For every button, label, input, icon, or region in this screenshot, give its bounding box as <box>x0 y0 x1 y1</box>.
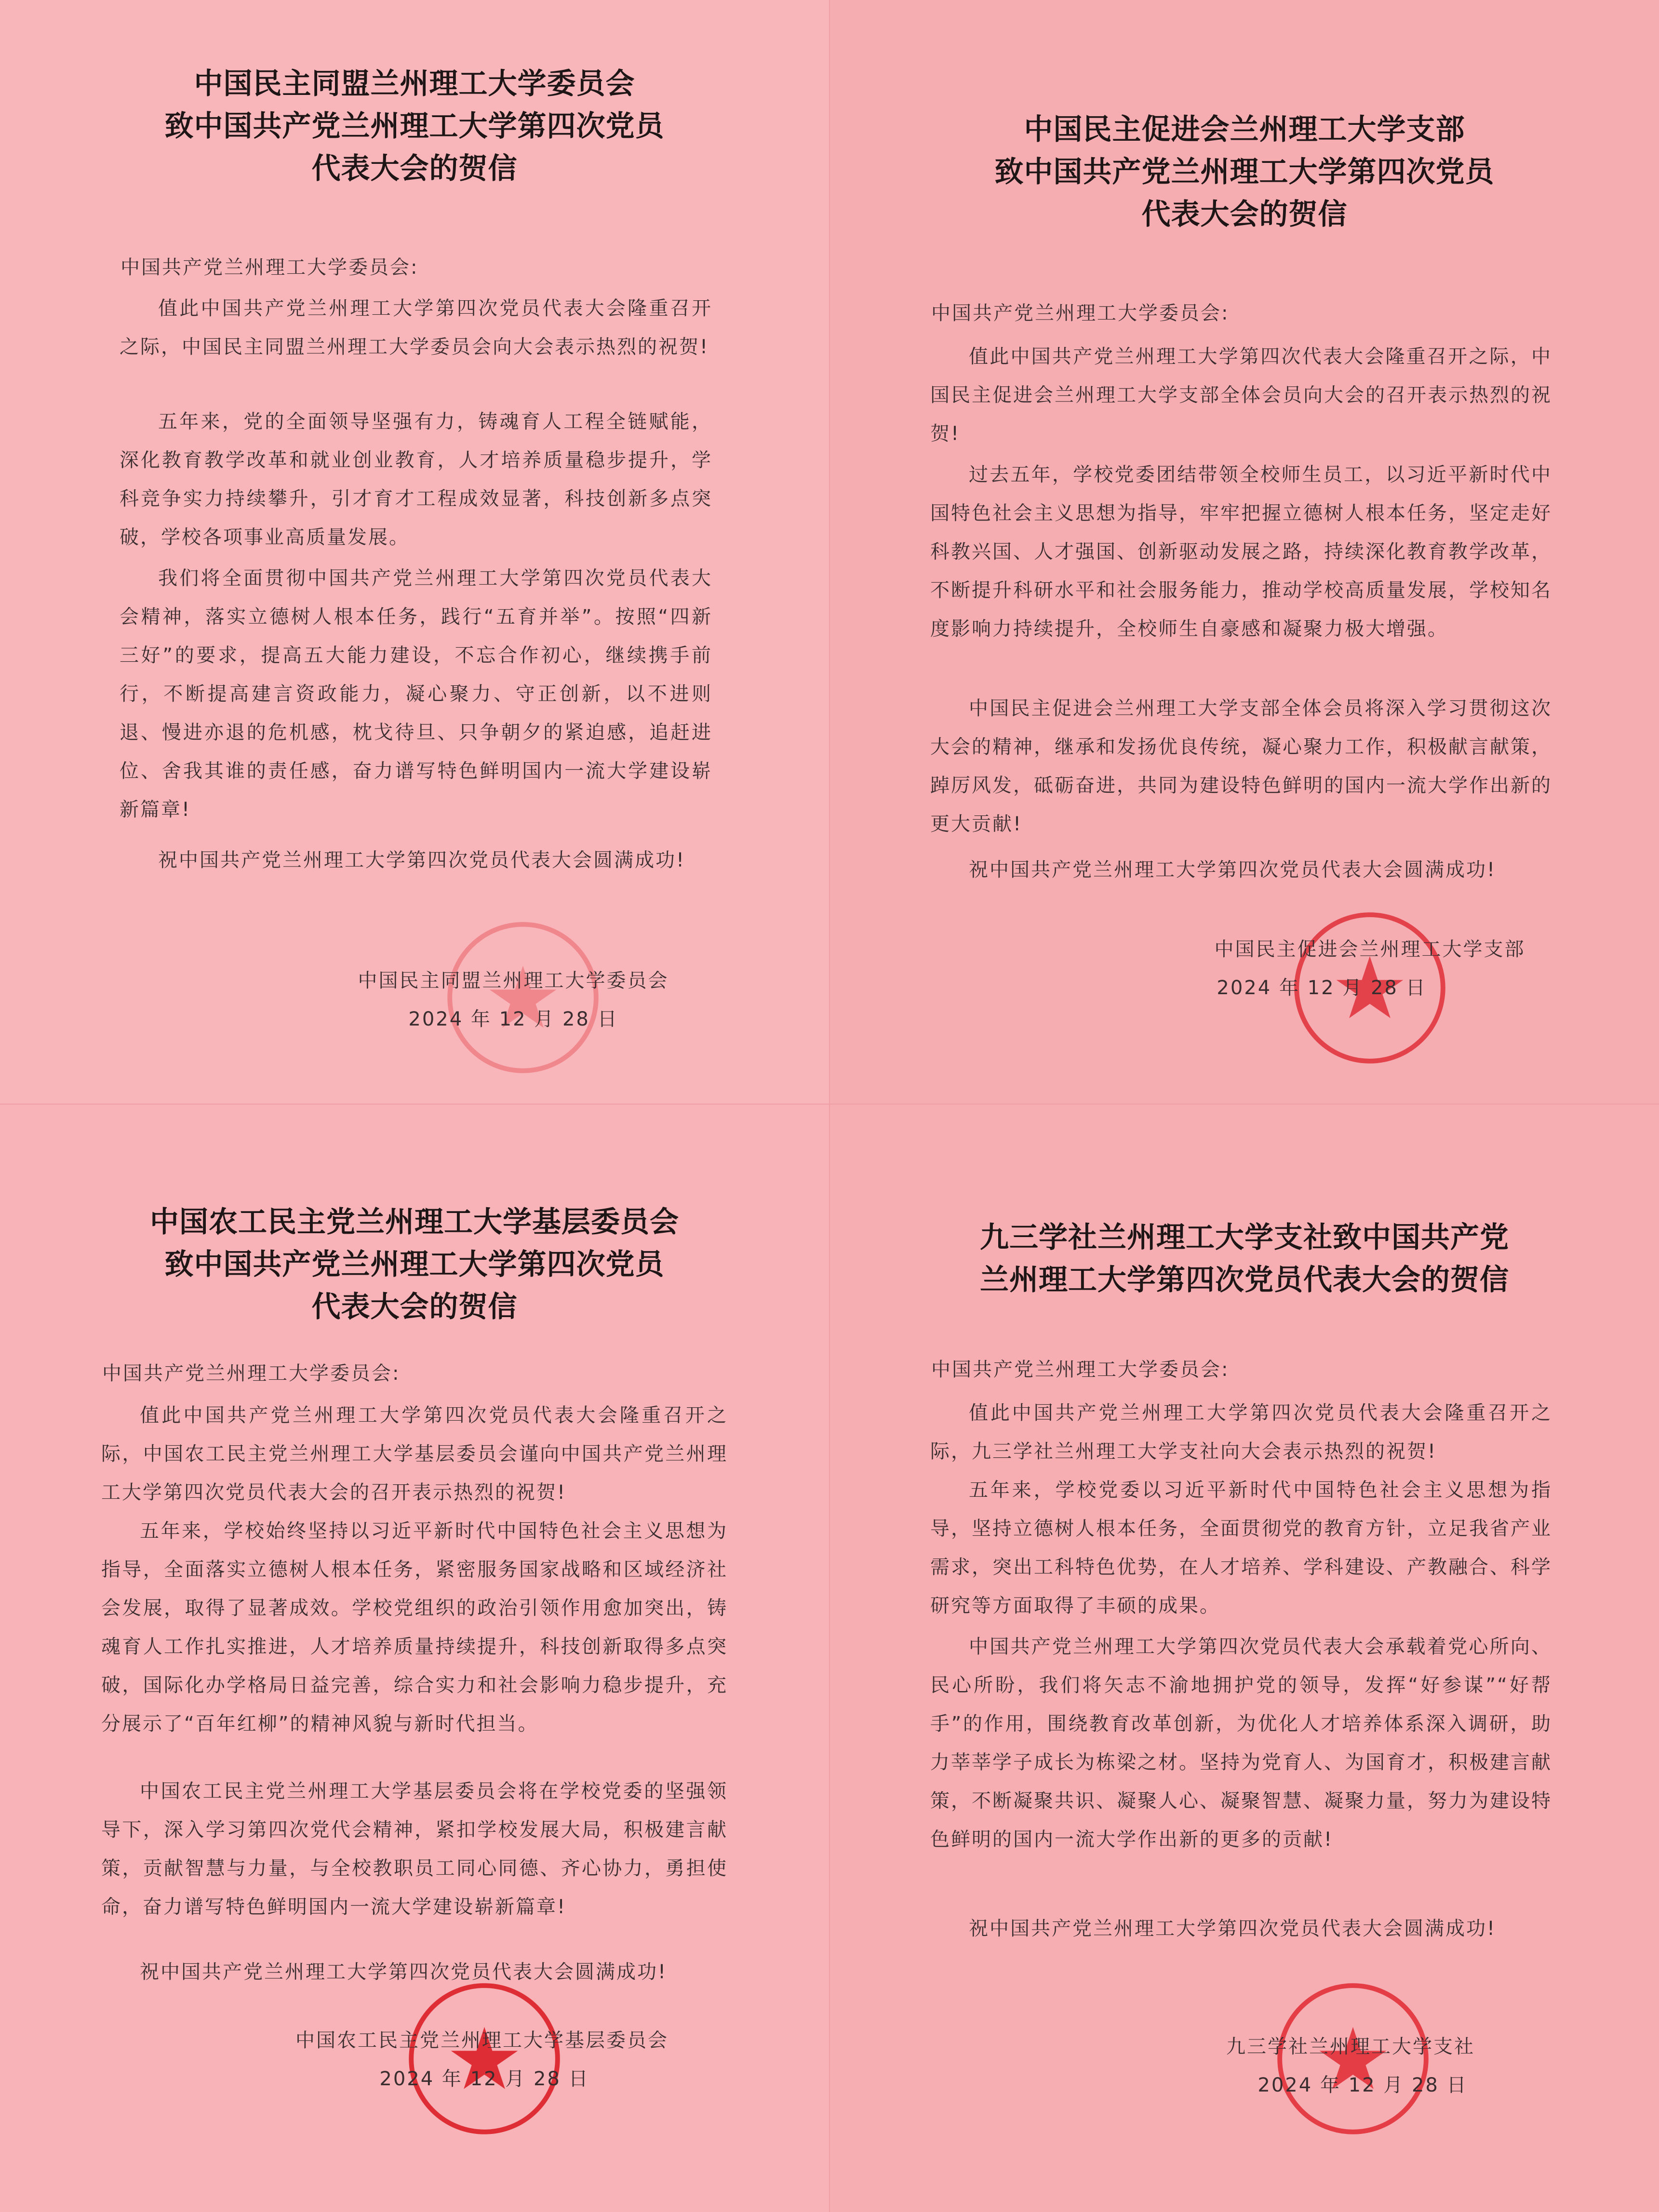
paragraph: 值此中国共产党兰州理工大学第四次党员代表大会隆重召开之际，九三学社兰州理工大学支社向大会表示热烈的祝贺! <box>930 1402 1552 1463</box>
title-line: 致中国共产党兰州理工大学第四次党员 <box>994 155 1495 189</box>
date: 2024 年 12 月 28 日 <box>1258 2074 1468 2096</box>
paragraph: 五年来，学校始终坚持以习近平新时代中国特色社会主义思想为指导，全面落实立德树人根本任务，紧密服务国家战略和区域经济社会发展，取得了显著成效。学校党组织的政治引领作用愈加突出，铸魂育人工作扎实推进，人才培养质量持续提升，科技创新取得多点突破，国际化办学格局日益完善，综合实力和社会影响力稳步提升，充分展示了“百年红柳”的精神风貌与新时代担当。 <box>101 1520 728 1735</box>
official-seal <box>405 1979 564 2138</box>
letter-jiusan <box>830 1105 1659 2212</box>
paragraph: 中国农工民主党兰州理工大学基层委员会将在学校党委的坚强领导下，深入学习第四次党代会精神，紧扣学校发展大局，积极建言献策，贡献智慧与力量，与全校教职员工同心同德、齐心协力，勇担使命，奋力谱写特色鲜明国内一流大学建设崭新篇章! <box>101 1780 728 1918</box>
title-line: 兰州理工大学第四次党员代表大会的贺信 <box>980 1263 1509 1297</box>
paragraph: 祝中国共产党兰州理工大学第四次党员代表大会圆满成功! <box>969 1918 1497 1940</box>
seal-graphic <box>443 918 602 1077</box>
title-line: 代表大会的贺信 <box>311 152 518 186</box>
paragraph: 五年来，党的全面领导坚强有力，铸魂育人工程全链赋能，深化教育教学改革和就业创业教育，人才培养质量稳步提升，学科竞争实力持续攀升，引才育才工程成效显著，科技创新多点突破，学校各项事业高质量发展。 <box>120 411 712 548</box>
paragraph: 五年来，学校党委以习近平新时代中国特色社会主义思想为指导，坚持立德树人根本任务，全面贯彻党的教育方针，立足我省产业需求，突出工科特色优势，在人才培养、学科建设、产教融合、科学研究等方面取得了丰硕的成果。 <box>930 1479 1552 1617</box>
title-line: 代表大会的贺信 <box>1141 198 1348 231</box>
letter-minmeng <box>0 0 829 1104</box>
title-line: 中国民主促进会兰州理工大学支部 <box>1024 113 1465 147</box>
paragraph: 中国民主促进会兰州理工大学支部全体会员将深入学习贯彻这次大会的精神，继承和发扬优良传统，凝心聚力工作，积极献言献策，踔厉风发，砥砺奋进，共同为建设特色鲜明的国内一流大学作出新的更大贡献! <box>930 697 1552 835</box>
title-line: 中国农工民主党兰州理工大学基层委员会 <box>150 1205 679 1239</box>
letter-title <box>878 1216 1611 1301</box>
paragraph: 祝中国共产党兰州理工大学第四次党员代表大会圆满成功! <box>158 849 686 871</box>
paragraph: 中国共产党兰州理工大学第四次党员代表大会承载着党心所向、民心所盼，我们将矢志不渝地拥护党的领导，发挥“好参谋”“好帮手”的作用，围绕教育改革创新，为优化人才培养体系深入调研，助力莘莘学子成长为栋梁之材。坚持为党育人、为国育才，积极建言献策，不断凝聚共识、凝聚人心、凝聚智慧、凝聚力量，努力为建设特色鲜明的国内一流大学作出新的更多的贡献! <box>930 1636 1552 1851</box>
date: 2024 年 12 月 28 日 <box>408 1008 618 1030</box>
paragraph: 值此中国共产党兰州理工大学第四次党员代表大会隆重召开之际，中国民主同盟兰州理工大学委员会向大会表示热烈的祝贺! <box>120 297 712 358</box>
paragraph: 过去五年，学校党委团结带领全校师生员工，以习近平新时代中国特色社会主义思想为指导，牢牢把握立德树人根本任务，坚定走好科教兴国、人才强国、创新驱动发展之路，持续深化教育教学改革，不断提升科研水平和社会服务能力，推动学校高质量发展，学校知名度影响力持续提升，全校师生自豪感和凝聚力极大增强。 <box>930 464 1552 640</box>
title-line: 致中国共产党兰州理工大学第四次党员 <box>164 1248 665 1281</box>
letter-title <box>48 63 781 190</box>
paragraph: 祝中国共产党兰州理工大学第四次党员代表大会圆满成功! <box>969 859 1497 881</box>
letter-minjin <box>830 0 1659 1104</box>
title-line: 致中国共产党兰州理工大学第四次党员 <box>164 109 665 143</box>
signature: 中国民主同盟兰州理工大学委员会 <box>358 970 669 992</box>
salutation: 中国共产党兰州理工大学委员会: <box>102 1362 401 1385</box>
letter-title <box>34 1201 795 1328</box>
salutation: 中国共产党兰州理工大学委员会: <box>931 302 1230 324</box>
title-line: 九三学社兰州理工大学支社致中国共产党 <box>980 1221 1509 1254</box>
date: 2024 年 12 月 28 日 <box>1217 977 1427 999</box>
paragraph: 值此中国共产党兰州理工大学第四次党员代表大会隆重召开之际，中国农工民主党兰州理工大学基层委员会谨向中国共产党兰州理工大学第四次党员代表大会的召开表示热烈的祝贺! <box>101 1404 728 1504</box>
title-line: 代表大会的贺信 <box>311 1290 518 1324</box>
letter-title <box>878 108 1611 236</box>
signature: 中国民主促进会兰州理工大学支部 <box>1214 938 1525 960</box>
date: 2024 年 12 月 28 日 <box>379 2068 589 2090</box>
signature: 中国农工民主党兰州理工大学基层委员会 <box>295 2029 669 2052</box>
salutation: 中国共产党兰州理工大学委员会: <box>120 256 419 279</box>
salutation: 中国共产党兰州理工大学委员会: <box>931 1359 1230 1381</box>
signature: 九三学社兰州理工大学支社 <box>1226 2036 1475 2058</box>
paragraph: 我们将全面贯彻中国共产党兰州理工大学第四次党员代表大会精神，落实立德树人根本任务，践行“五育并举”。按照“四新三好”的要求，提高五大能力建设，不忘合作初心，继续携手前行，不断提高建言资政能力，凝心聚力、守正创新，以不进则退、慢进亦退的危机感，枕戈待旦、只争朝夕的紧迫感，追赶进位、舍我其谁的责任感，奋力谱写特色鲜明国内一流大学建设崭新篇章! <box>120 567 712 821</box>
letter-nonggong <box>0 1105 829 2212</box>
title-line: 中国民主同盟兰州理工大学委员会 <box>194 67 635 101</box>
seal-graphic <box>405 1979 564 2138</box>
paragraph: 祝中国共产党兰州理工大学第四次党员代表大会圆满成功! <box>140 1961 668 1983</box>
official-seal <box>443 918 602 1077</box>
paragraph: 值此中国共产党兰州理工大学第四次代表大会隆重召开之际，中国民主促进会兰州理工大学支部全体会员向大会的召开表示热烈的祝贺! <box>930 346 1552 445</box>
